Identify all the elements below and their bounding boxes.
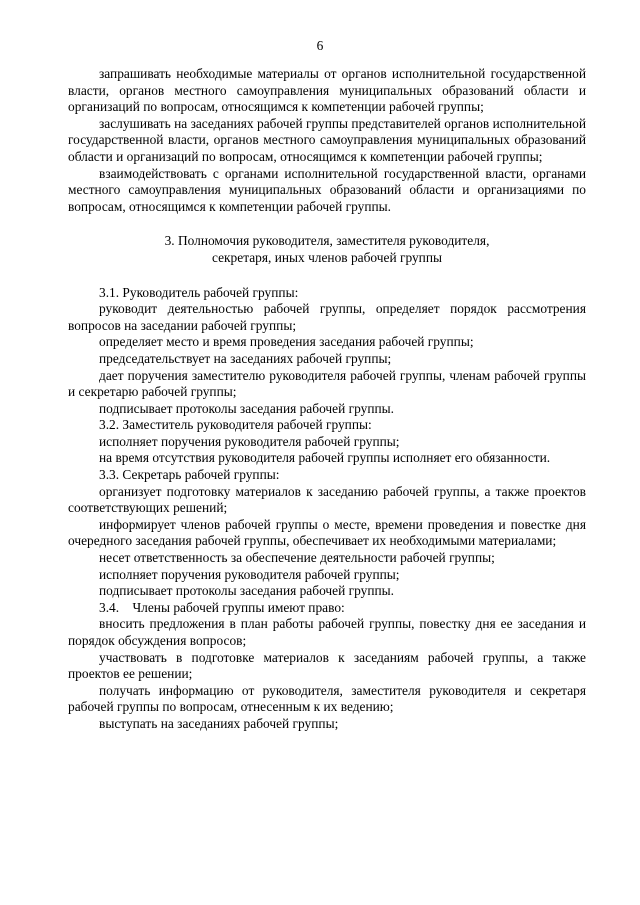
subsection-heading: 3.2. Заместитель руководителя рабочей группы: bbox=[99, 417, 372, 433]
document-body bbox=[68, 66, 586, 733]
subsection-heading: 3.1. Руководитель рабочей группы: bbox=[99, 284, 299, 300]
paragraph: вносить предложения в план работы рабочей группы, повестку дня ее заседания и порядок обсуждения вопросов; bbox=[68, 616, 586, 648]
paragraph: запрашивать необходимые материалы от органов исполнительной государственной власти, органов местного самоуправления муниципальных образований области и организаций по вопросам, относящимся к компетенции рабочей группы; bbox=[68, 66, 586, 115]
paragraph: дает поручения заместителю руководителя рабочей группы, членам рабочей группы и секретарю рабочей группы; bbox=[68, 367, 586, 400]
section-heading-line-1: 3. Полномочия руководителя, заместителя руководителя, bbox=[164, 233, 490, 249]
paragraph: заслушивать на заседаниях рабочей группы представителей органов исполнительной государственной власти, органов местного самоуправления муниципальных образований области и организаций по вопросам, относящимся к компетенции рабочей группы; bbox=[68, 115, 586, 164]
paragraph: подписывает протоколы заседания рабочей группы. bbox=[99, 400, 394, 416]
paragraph: определяет место и время проведения заседания рабочей группы; bbox=[99, 334, 474, 350]
subsection-heading: 3.3. Секретарь рабочей группы: bbox=[99, 467, 280, 483]
paragraph: руководит деятельностью рабочей группы, определяет порядок рассмотрения вопросов на заседании рабочей группы; bbox=[68, 301, 586, 333]
section-heading-line-2: секретаря, иных членов рабочей группы bbox=[212, 249, 442, 265]
paragraph: подписывает протоколы заседания рабочей группы. bbox=[99, 583, 394, 599]
paragraph: выступать на заседаниях рабочей группы; bbox=[99, 715, 339, 731]
paragraph: на время отсутствия руководителя рабочей группы исполняет его обязанности. bbox=[99, 450, 551, 466]
subsection-heading: 3.4. Члены рабочей группы имеют право: bbox=[99, 599, 345, 615]
paragraph: организует подготовку материалов к заседанию рабочей группы, а также проектов соответствующих решений; bbox=[68, 483, 586, 516]
paragraph: несет ответственность за обеспечение деятельности рабочей группы; bbox=[99, 550, 495, 566]
page-number: 6 bbox=[316, 38, 324, 53]
paragraph: исполняет поручения руководителя рабочей группы; bbox=[99, 433, 400, 449]
paragraph: информирует членов рабочей группы о месте, времени проведения и повестке дня очередного заседания рабочей группы, обеспечивает их необходимыми материалами; bbox=[68, 516, 586, 549]
paragraph: получать информацию от руководителя, заместителя руководителя и секретаря рабочей группы по вопросам, отнесенным к их ведению; bbox=[68, 682, 586, 715]
paragraph: председательствует на заседаниях рабочей группы; bbox=[99, 350, 392, 366]
paragraph: взаимодействовать с органами исполнительной государственной власти, органами местного самоуправления муниципальных образований области и организациями по вопросам, относящимся к компетенции рабочей группы. bbox=[68, 165, 586, 214]
paragraph: участвовать в подготовке материалов к заседаниям рабочей группы, а также проектов ее решении; bbox=[68, 649, 586, 682]
paragraph: исполняет поручения руководителя рабочей группы; bbox=[99, 566, 400, 582]
